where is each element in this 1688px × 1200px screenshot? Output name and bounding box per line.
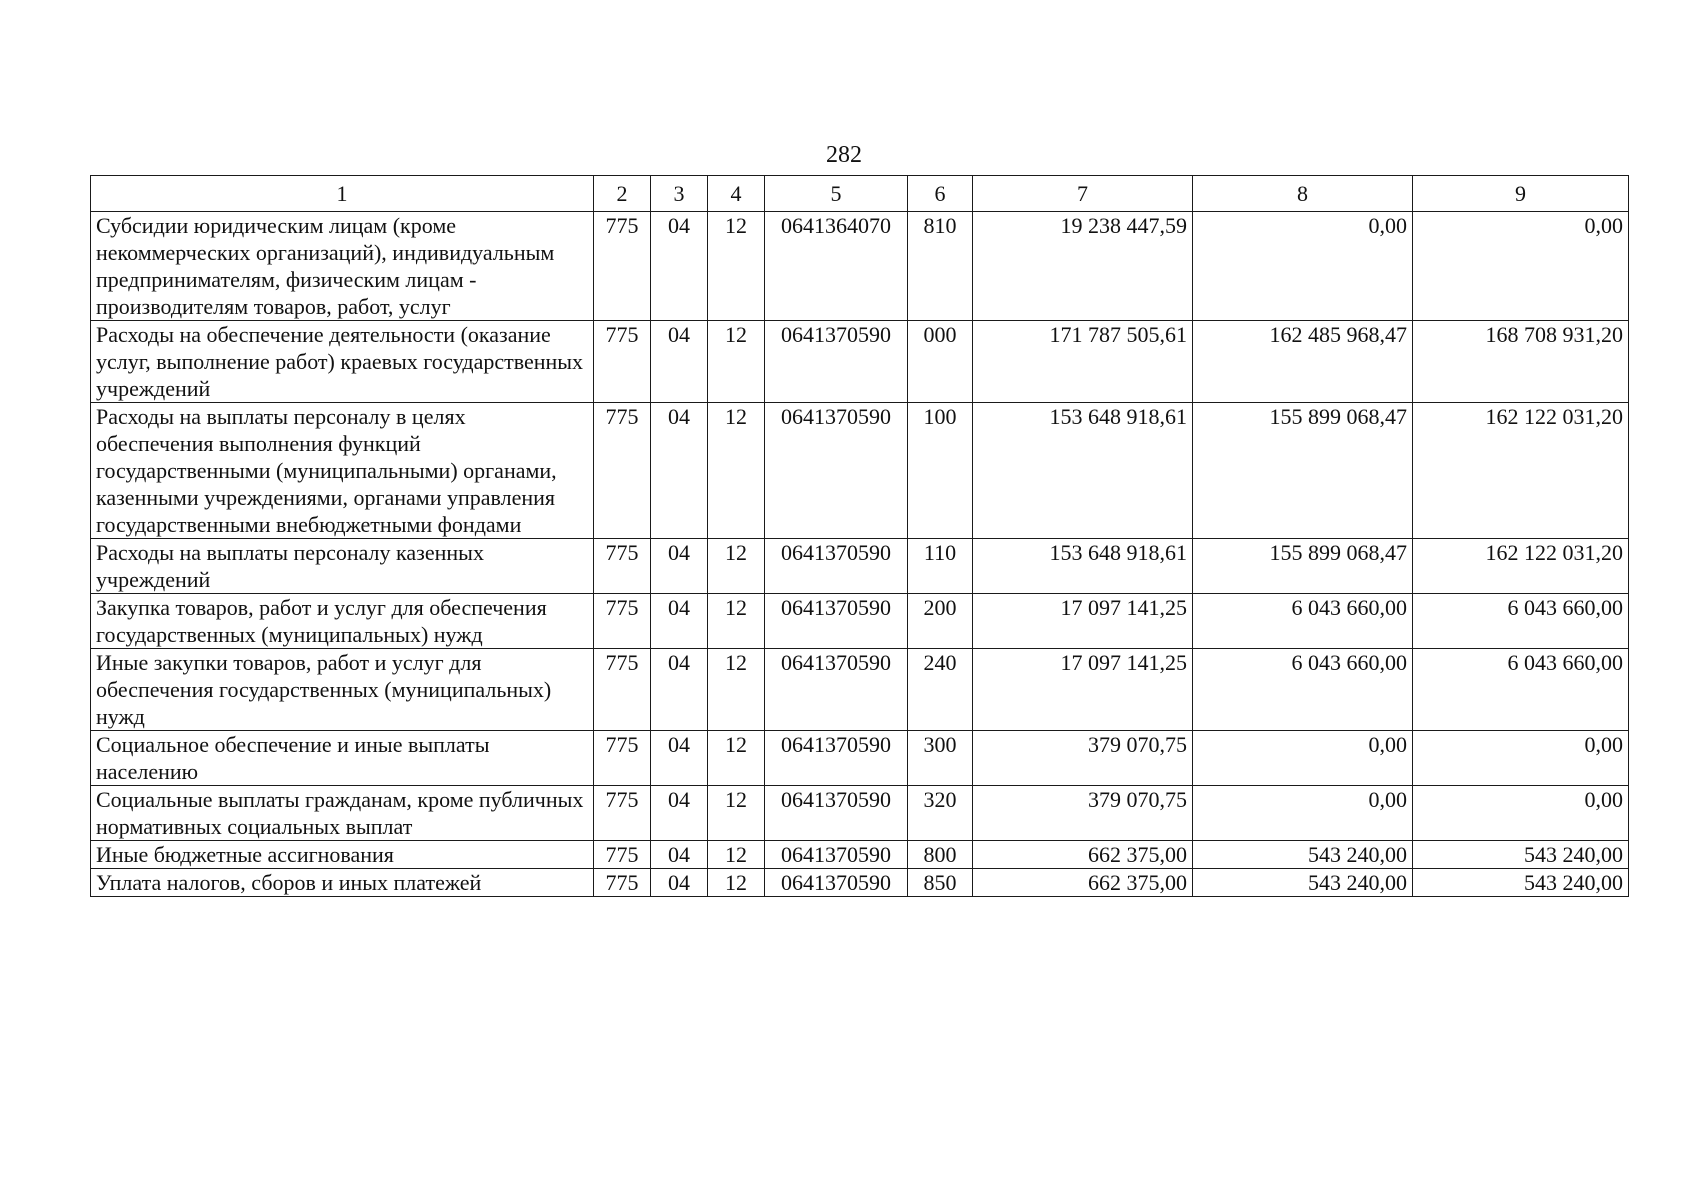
subsection-code: 12 [708,403,765,539]
ministry-code: 775 [594,786,651,841]
expense-name: Уплата налогов, сборов и иных платежей [91,869,594,897]
column-header: 2 [594,176,651,212]
target-article-code: 0641370590 [765,539,908,594]
amount-col-8: 543 240,00 [1193,841,1413,869]
table-row [91,539,1629,594]
amount-col-8: 6 043 660,00 [1193,594,1413,649]
expense-type-code: 240 [908,649,973,731]
amount-col-9: 162 122 031,20 [1413,403,1629,539]
ministry-code: 775 [594,212,651,321]
amount-col-8: 0,00 [1193,212,1413,321]
amount-col-9: 543 240,00 [1413,869,1629,897]
expense-type-code: 320 [908,786,973,841]
section-code: 04 [651,594,708,649]
ministry-code: 775 [594,321,651,403]
expense-name: Иные закупки товаров, работ и услуг для обеспечения государственных (муниципальных) нужд [91,649,594,731]
subsection-code: 12 [708,539,765,594]
table-row [91,649,1629,731]
expense-type-code: 850 [908,869,973,897]
target-article-code: 0641370590 [765,731,908,786]
amount-col-9: 543 240,00 [1413,841,1629,869]
section-code: 04 [651,212,708,321]
amount-col-9: 0,00 [1413,212,1629,321]
section-code: 04 [651,539,708,594]
header-row [91,176,1629,212]
column-header: 6 [908,176,973,212]
target-article-code: 0641370590 [765,841,908,869]
expense-name: Субсидии юридическим лицам (кроме некоммерческих организаций), индивидуальным предпринимателям, физическим лицам - производителям товаров, работ, услуг [91,212,594,321]
ministry-code: 775 [594,403,651,539]
column-header: 8 [1193,176,1413,212]
table-row [91,321,1629,403]
amount-col-8: 162 485 968,47 [1193,321,1413,403]
section-code: 04 [651,649,708,731]
column-header: 9 [1413,176,1629,212]
section-code: 04 [651,841,708,869]
table-row [91,731,1629,786]
page-number: 282 [826,142,862,168]
table-row [91,786,1629,841]
expense-type-code: 300 [908,731,973,786]
ministry-code: 775 [594,649,651,731]
column-header: 1 [91,176,594,212]
target-article-code: 0641370590 [765,594,908,649]
amount-col-9: 6 043 660,00 [1413,594,1629,649]
amount-col-9: 6 043 660,00 [1413,649,1629,731]
section-code: 04 [651,321,708,403]
target-article-code: 0641364070 [765,212,908,321]
budget-table [90,175,1629,897]
expense-type-code: 110 [908,539,973,594]
target-article-code: 0641370590 [765,786,908,841]
table-row [91,594,1629,649]
amount-col-7: 171 787 505,61 [973,321,1193,403]
amount-col-7: 153 648 918,61 [973,403,1193,539]
subsection-code: 12 [708,594,765,649]
expense-type-code: 200 [908,594,973,649]
amount-col-8: 0,00 [1193,731,1413,786]
subsection-code: 12 [708,649,765,731]
table-row [91,212,1629,321]
ministry-code: 775 [594,539,651,594]
amount-col-9: 162 122 031,20 [1413,539,1629,594]
ministry-code: 775 [594,731,651,786]
table-row [91,869,1629,897]
target-article-code: 0641370590 [765,321,908,403]
expense-name: Закупка товаров, работ и услуг для обеспечения государственных (муниципальных) нужд [91,594,594,649]
section-code: 04 [651,786,708,841]
amount-col-7: 17 097 141,25 [973,594,1193,649]
expense-type-code: 810 [908,212,973,321]
column-header: 4 [708,176,765,212]
section-code: 04 [651,869,708,897]
amount-col-7: 662 375,00 [973,841,1193,869]
amount-col-9: 0,00 [1413,786,1629,841]
expense-name: Иные бюджетные ассигнования [91,841,594,869]
target-article-code: 0641370590 [765,869,908,897]
amount-col-8: 543 240,00 [1193,869,1413,897]
subsection-code: 12 [708,841,765,869]
amount-col-9: 168 708 931,20 [1413,321,1629,403]
subsection-code: 12 [708,321,765,403]
expense-name: Расходы на выплаты персоналу казенных учреждений [91,539,594,594]
expense-name: Расходы на выплаты персоналу в целях обеспечения выполнения функций государственными (муниципальными) органами, казенными учреждениями, органами управления государственными внебюджетными фондами [91,403,594,539]
subsection-code: 12 [708,731,765,786]
amount-col-9: 0,00 [1413,731,1629,786]
expense-type-code: 800 [908,841,973,869]
amount-col-8: 155 899 068,47 [1193,403,1413,539]
amount-col-7: 153 648 918,61 [973,539,1193,594]
expense-name: Социальное обеспечение и иные выплаты населению [91,731,594,786]
amount-col-8: 6 043 660,00 [1193,649,1413,731]
ministry-code: 775 [594,594,651,649]
section-code: 04 [651,403,708,539]
expense-type-code: 000 [908,321,973,403]
column-header: 7 [973,176,1193,212]
table-row [91,403,1629,539]
amount-col-7: 379 070,75 [973,731,1193,786]
expense-name: Социальные выплаты гражданам, кроме публичных нормативных социальных выплат [91,786,594,841]
expense-name: Расходы на обеспечение деятельности (оказание услуг, выполнение работ) краевых государственных учреждений [91,321,594,403]
subsection-code: 12 [708,869,765,897]
subsection-code: 12 [708,786,765,841]
amount-col-7: 662 375,00 [973,869,1193,897]
amount-col-7: 17 097 141,25 [973,649,1193,731]
ministry-code: 775 [594,869,651,897]
column-header: 3 [651,176,708,212]
table-row [91,841,1629,869]
section-code: 04 [651,731,708,786]
column-header: 5 [765,176,908,212]
target-article-code: 0641370590 [765,649,908,731]
amount-col-8: 0,00 [1193,786,1413,841]
amount-col-8: 155 899 068,47 [1193,539,1413,594]
amount-col-7: 19 238 447,59 [973,212,1193,321]
expense-type-code: 100 [908,403,973,539]
ministry-code: 775 [594,841,651,869]
subsection-code: 12 [708,212,765,321]
target-article-code: 0641370590 [765,403,908,539]
amount-col-7: 379 070,75 [973,786,1193,841]
